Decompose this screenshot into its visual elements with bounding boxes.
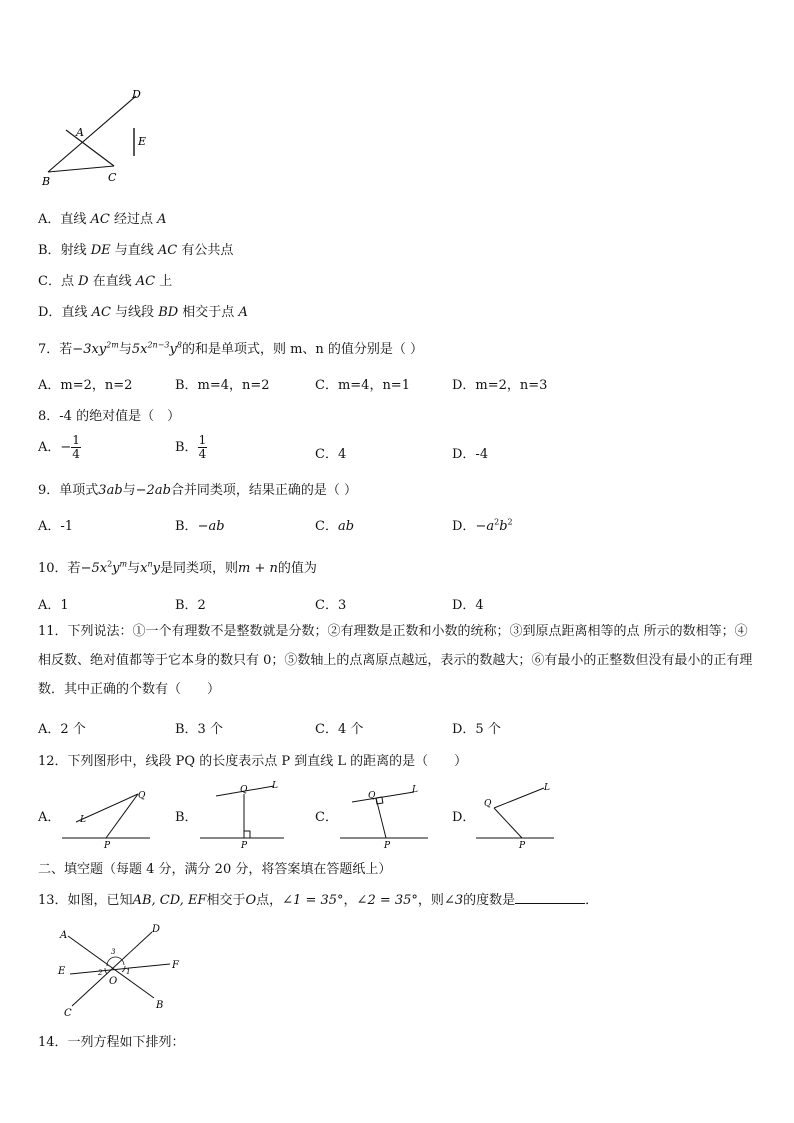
stem-text: 相交于 (206, 893, 246, 908)
q9-option-b (175, 515, 225, 534)
math-exponent: 2 (107, 559, 113, 569)
question-number: 10． (38, 561, 68, 576)
option-text: 与线段 (110, 305, 159, 320)
stem-text: 点， (256, 893, 283, 908)
math: −a (475, 519, 495, 534)
label-P: P (104, 841, 111, 850)
option-text: 射线 (60, 243, 91, 258)
q12-figure-c (336, 778, 432, 850)
option-key: D． (38, 305, 62, 320)
q13-figure (52, 920, 188, 1020)
q11-stem: 11．下列说法：①一个有理数不是整数就是分数；②有理数是正数和小数的统称；③到原点距离相等的点 所示的数相等；④相反数、绝对值都等于它本身的数只有 0；⑤数轴上的点离原点越远，表示的数越大；⑥有最小的正整数但没有最小的正有理数．其中正确的个数有（ ） (38, 624, 753, 697)
q7-option-b: B．m=4，n=2 (175, 378, 270, 393)
q9-stem (38, 479, 357, 498)
label-O: O (109, 976, 118, 987)
q7-option-c: C．m=4，n=1 (315, 378, 410, 393)
math: x (140, 561, 148, 576)
q11-option-c: C．4 个 (315, 722, 364, 737)
q6-option-a (38, 208, 167, 227)
label-Q: Q (484, 799, 492, 809)
math-exponent: 2n−3 (147, 340, 170, 350)
math: y (112, 561, 120, 576)
q12-stem: 12．下列图形中，线段 PQ 的长度表示点 P 到直线 L 的距离的是（ ） (38, 754, 468, 769)
label-Q: Q (138, 791, 146, 801)
stem-text: ， (343, 893, 357, 908)
option-key: A． (38, 440, 61, 455)
option-text: 直线 (61, 305, 92, 320)
q10-option-a: A．1 (38, 598, 69, 613)
label-C: C (64, 1008, 72, 1019)
option-text: 上 (155, 274, 173, 289)
stem-text: ． (585, 893, 599, 908)
q8-option-c: C．4 (315, 447, 347, 462)
stem-text: ，则 (417, 893, 444, 908)
label-F: F (172, 960, 179, 971)
math-exponent: m (119, 559, 128, 569)
denominator: 4 (198, 447, 207, 461)
math: −5x (80, 561, 108, 576)
question-number: 9． (38, 483, 60, 498)
math: O (245, 893, 257, 908)
q9-option-c (315, 515, 354, 534)
stem-text: 的度数是 (463, 893, 516, 908)
label-C: C (108, 171, 117, 184)
q12-option-d-key: D． (452, 810, 476, 825)
math: y (169, 342, 177, 357)
stem-text: 的和是单项式，则 m、n 的值分别是（ ） (181, 342, 424, 357)
answer-blank[interactable] (515, 891, 585, 904)
option-key: D． (452, 519, 476, 534)
label-L: L (544, 783, 550, 793)
stem-text: 合并同类项，结果正确的是（ ） (170, 483, 358, 498)
q7-option-d: D．m=2，n=3 (452, 378, 548, 393)
math: AC (135, 274, 156, 289)
denominator: 4 (72, 447, 80, 461)
q14-stem: 14．一列方程如下排列： (38, 1035, 185, 1050)
q8-stem: 8．-4 的绝对值是（ ） (38, 409, 181, 424)
label-D: D (132, 88, 141, 101)
option-text: 在直线 (88, 274, 136, 289)
stem-text: 的值为 (277, 561, 317, 576)
q12-figure-d (472, 778, 568, 850)
math: y (152, 561, 160, 576)
q12-option-b-key: B． (175, 810, 198, 825)
q12-figure-b (196, 778, 292, 850)
angle-label-2: 2 (98, 969, 103, 977)
stem-text: 是同类项，则 (159, 561, 238, 576)
fraction (71, 434, 81, 461)
stem-text: 与 (127, 561, 141, 576)
question-number: 7． (38, 342, 60, 357)
math: −ab (197, 519, 225, 534)
math: −3xy (72, 342, 107, 357)
math: AC (157, 243, 178, 258)
fraction (198, 434, 208, 461)
label-P: P (384, 841, 391, 850)
label-L: L (80, 815, 86, 825)
math-exponent: 2 (494, 517, 500, 527)
option-text: 相交于点 (178, 305, 239, 320)
math: A (238, 305, 248, 320)
q6-option-b (38, 239, 233, 258)
numerator: 1 (72, 433, 80, 447)
label-B: B (42, 175, 51, 188)
math-exponent: 2m (106, 340, 119, 350)
math-exponent: n (147, 559, 153, 569)
math: DE (90, 243, 111, 258)
q10-option-c: C．3 (315, 598, 347, 613)
q8-option-d: D．-4 (452, 447, 489, 462)
label-A: A (76, 126, 84, 139)
math: AC (91, 305, 111, 320)
q11-option-d: D．5 个 (452, 722, 501, 737)
stem-text: 若 (59, 342, 73, 357)
angle-label-3: 3 (111, 948, 116, 956)
math: ∠3 (443, 893, 464, 908)
angle-label-1: 1 (126, 968, 131, 976)
option-key: B． (38, 243, 61, 258)
stem-text: 如图，已知 (67, 893, 133, 908)
label-D: D (152, 924, 161, 935)
q9-option-d (452, 515, 513, 534)
label-P: P (241, 841, 248, 850)
option-text: 点 (60, 274, 79, 289)
label-L: L (412, 785, 418, 795)
stem-text: 若 (67, 561, 81, 576)
q11-option-a: A．2 个 (38, 722, 86, 737)
label-E: E (138, 135, 147, 148)
label-P: P (519, 841, 526, 850)
math: BD (158, 305, 179, 320)
math-exponent: 2 (507, 517, 513, 527)
q12-option-c-key: C． (315, 810, 338, 825)
label-Q: Q (368, 791, 376, 801)
label-L: L (272, 781, 278, 791)
q12-figure-a (58, 782, 154, 850)
math: − (60, 440, 72, 455)
option-text: 直线 (60, 212, 91, 227)
q10-option-d: D．4 (452, 598, 484, 613)
q10-stem (38, 557, 317, 576)
math: AC (90, 212, 110, 227)
math: AB, CD, EF (132, 893, 207, 908)
stem-text: 单项式 (59, 483, 99, 498)
stem-text: 与 (118, 342, 132, 357)
option-key: C． (38, 274, 61, 289)
math: ∠1 = 35° (282, 893, 344, 908)
q8-option-a (38, 434, 81, 461)
section-heading: 二、填空题（每题 4 分，满分 20 分，将答案填在答题纸上） (38, 862, 392, 877)
q12-option-a-key: A． (38, 810, 61, 825)
math: 5x (131, 342, 148, 357)
numerator: 1 (198, 433, 207, 447)
q9-option-a: A．-1 (38, 519, 74, 534)
math: m + n (238, 561, 278, 576)
q7-option-a: A．m=2，n=2 (38, 378, 133, 393)
q8-option-b (175, 434, 207, 461)
q10-option-b: B．2 (175, 598, 206, 613)
math-exponent: 8 (176, 340, 182, 350)
math: −2ab (135, 483, 171, 498)
math: ab (337, 519, 355, 534)
label-E: E (58, 966, 66, 977)
q6-figure (36, 86, 166, 191)
option-text: 有公共点 (177, 243, 234, 258)
math: A (157, 212, 167, 227)
q11-option-b: B．3 个 (175, 722, 223, 737)
math: b (499, 519, 508, 534)
label-Q: Q (240, 785, 248, 795)
question-number: 13． (38, 893, 68, 908)
option-key: A． (38, 212, 61, 227)
math: D (78, 274, 89, 289)
stem-text: 与 (122, 483, 136, 498)
option-text: 与直线 (110, 243, 158, 258)
option-key: B． (175, 440, 198, 455)
label-A: A (60, 930, 68, 941)
math: 3ab (98, 483, 123, 498)
option-key: C． (315, 519, 338, 534)
q6-option-d (38, 301, 248, 320)
q6-option-c (38, 270, 172, 289)
q13-stem (38, 889, 598, 908)
option-key: B． (175, 519, 198, 534)
option-text: 经过点 (109, 212, 158, 227)
label-B: B (156, 1000, 164, 1011)
q7-stem (38, 338, 423, 357)
math: ∠2 = 35° (356, 893, 418, 908)
